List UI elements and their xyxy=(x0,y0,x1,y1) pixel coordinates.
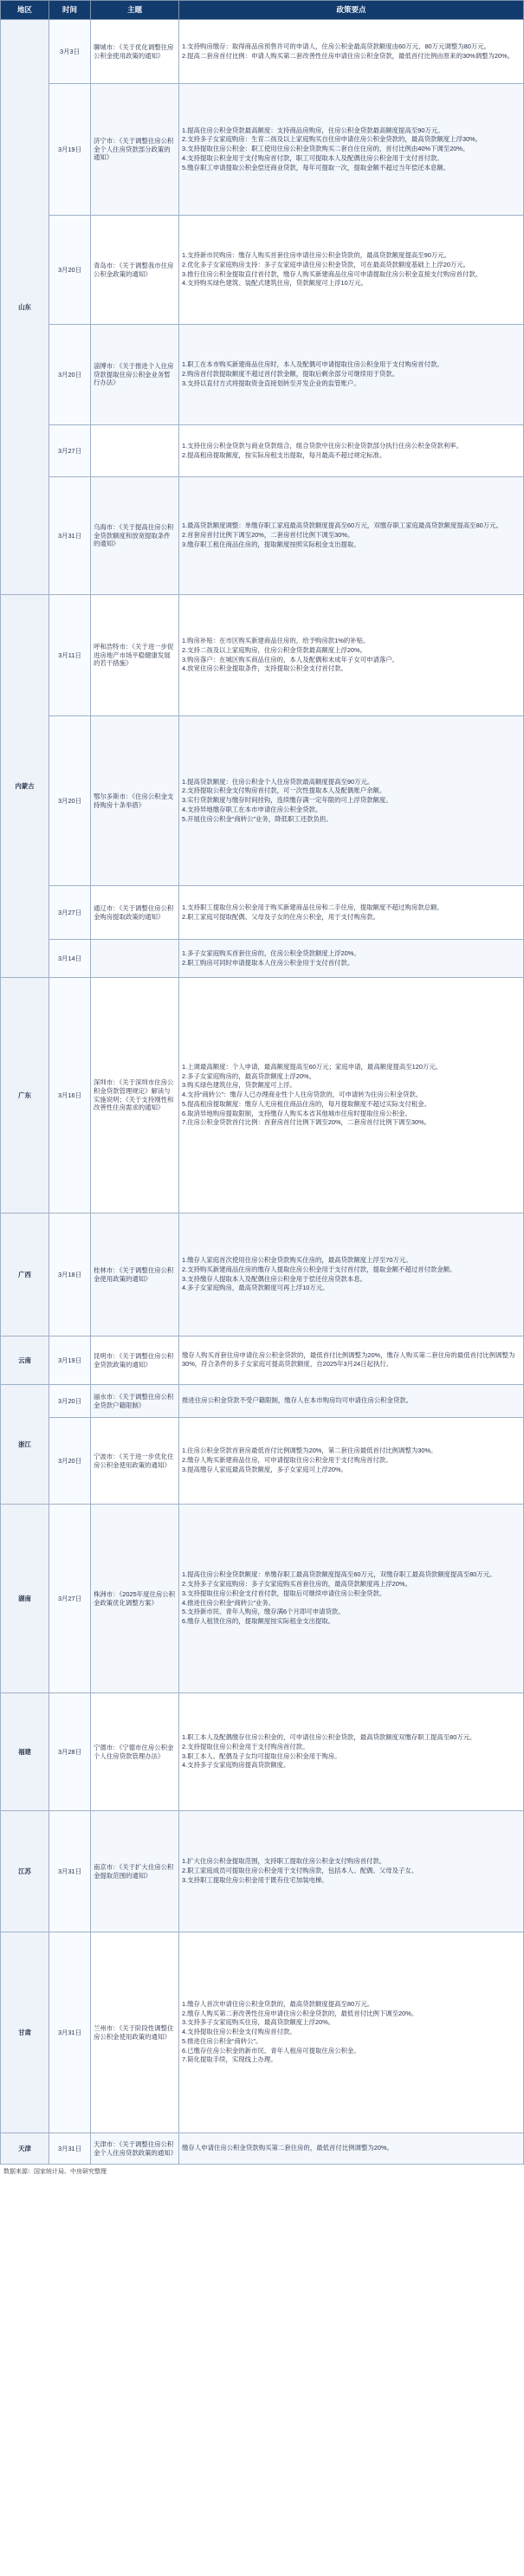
policy-point: 4.支持多子女家庭购房提高贷款额度。 xyxy=(182,1761,290,1770)
table-row xyxy=(1,886,524,940)
subject-cell: 呼和浩特市：《关于进一步促进房地产市场平稳健康发展的若干措施》 xyxy=(91,595,179,716)
policy-point: 2.支持多子女家庭购房：多子女家庭购买首套住房的，最高贷款额度再上浮20%。 xyxy=(182,1579,411,1588)
policy-cell xyxy=(179,978,524,1214)
time-cell: 3月16日 xyxy=(49,978,91,1214)
policy-point: 5.支持新市民、青年人购房，缴存满6个月即可申请贷款。 xyxy=(182,1608,345,1616)
policy-point: 1.支持购房缴存：取得商品房预售许可的申请人，住房公积金最高贷款额度由60万元、80万元调整为80万元。 xyxy=(182,42,491,50)
header-policy: 政策要点 xyxy=(179,1,524,20)
region-cell: 湖南 xyxy=(1,1505,49,1693)
policy-point: 4.推进住房公积金“商转公”业务。 xyxy=(182,1598,275,1607)
policy-point: 3.支持缴存人提取本人及配偶住房公积金用于偿还住房贷款本息。 xyxy=(182,1274,367,1283)
subject-cell: 昆明市：《关于调整住房公积金贷款政策的通知》 xyxy=(91,1337,179,1385)
policy-point: 1.购房补贴：在市区购买新建商品住房的，给予购房款1%的补贴。 xyxy=(182,636,370,644)
time-cell: 3月31日 xyxy=(49,1811,91,1932)
policy-cell xyxy=(179,477,524,595)
header-time: 时间 xyxy=(49,1,91,20)
policy-cell xyxy=(179,1385,524,1418)
subject-cell: 济宁市：《关于调整住房公积金个人住房贷款部分政策的通知》 xyxy=(91,84,179,216)
policy-cell xyxy=(179,1932,524,2133)
policy-point: 5.推进住房公积金“商转公”。 xyxy=(182,2036,262,2045)
subject-cell: 鄂尔多斯市：《住房公积金支持购房十条举措》 xyxy=(91,716,179,886)
policy-point: 1.缴存人家庭首次使用住房公积金贷款购买住房的，最高贷款额度上浮至70万元。 xyxy=(182,1255,412,1264)
subject-cell: 宁波市：《关于进一步优化住房公积金使用政策的通知》 xyxy=(91,1418,179,1505)
table-row xyxy=(1,1418,524,1505)
subject-cell: 南京市：《关于扩大住房公积金提取范围的通知》 xyxy=(91,1811,179,1932)
time-cell: 3月27日 xyxy=(49,1505,91,1693)
time-cell: 3月18日 xyxy=(49,1214,91,1337)
region-cell: 广东 xyxy=(1,978,49,1214)
subject-cell: 淄博市：《关于推进个人住房贷款提取住房公积金业务暂行办法》 xyxy=(91,325,179,425)
time-cell: 3月27日 xyxy=(49,425,91,477)
policy-point: 1.支持新市民购房：缴存人购买首套住房申请住房公积金贷款的，最高贷款额度提高至90万元。 xyxy=(182,250,451,259)
policy-point: 3.购房落户：在城区购买商品住房的，本人及配偶和未成年子女可申请落户。 xyxy=(182,655,399,663)
policy-cell xyxy=(179,595,524,716)
policy-point: 1.上调最高额度：个人申请，最高额度提高至60万元；家庭申请，最高额度提高至120万元。 xyxy=(182,1062,443,1071)
policy-point: 1.职工在本市购买新建商品住房时，本人及配偶可申请提取住房公积金用于支付购房首付款。 xyxy=(182,360,443,369)
policy-cell xyxy=(179,1693,524,1811)
policy-cell xyxy=(179,1214,524,1337)
policy-point: 2.支持购买新建商品住房的缴存人提取住房公积金用于支付首付款，提取金额不超过首付款金额。 xyxy=(182,1265,456,1273)
table-row xyxy=(1,1505,524,1693)
policy-point: 6.取消异地购房提取限制，支持缴存人购买本省其他城市住房时提取住房公积金。 xyxy=(182,1109,411,1117)
table-row xyxy=(1,84,524,216)
policy-cell xyxy=(179,20,524,84)
policy-point: 1.扩大住房公积金提取范围，支持职工提取住房公积金支付购房首付款。 xyxy=(182,1857,386,1866)
policy-cell xyxy=(179,216,524,325)
policy-cell xyxy=(179,425,524,477)
policy-point: 5.缴存职工申请提取公积金偿还商业贷款，每年可提取一次，提取金额不超过当年偿还本息额。 xyxy=(182,163,450,172)
table-row xyxy=(1,1693,524,1811)
policy-point: 3.职工本人、配偶及子女均可提取住房公积金用于购房。 xyxy=(182,1751,341,1760)
table-row xyxy=(1,978,524,1214)
policy-point: 3.推行住房公积金提取直付首付款，缴存人购买新建商品住房可申请提取住房公积金直接支付购房首付款。 xyxy=(182,269,482,278)
header-subject: 主题 xyxy=(91,1,179,20)
region-cell: 山东 xyxy=(1,20,49,595)
time-cell: 3月20日 xyxy=(49,716,91,886)
region-cell: 广西 xyxy=(1,1214,49,1337)
table-row xyxy=(1,325,524,425)
policy-cell xyxy=(179,716,524,886)
time-cell: 3月28日 xyxy=(49,1693,91,1811)
time-cell: 3月14日 xyxy=(49,940,91,978)
policy-point: 3.支持职工提取住房公积金用于既有住宅加装电梯。 xyxy=(182,1875,328,1884)
table-row xyxy=(1,1337,524,1385)
policy-point: 2.缴存人购买新建商品住房，可申请提取住房公积金用于支付购房首付款。 xyxy=(182,1456,392,1465)
time-cell: 3月20日 xyxy=(49,1418,91,1505)
policy-point: 2.职工购房可同时申请提取本人住房公积金用于支付首付款。 xyxy=(182,958,354,967)
policy-point: 2.提高二套房首付比例：申请人购买第二套改善性住房申请住房公积金贷款，最低首付比例由原来的30%调整为20%。 xyxy=(182,51,514,60)
policy-point: 5.提高租房提取额度：缴存人无房租住商品住房的，每月提取额度不超过实际支付租金。 xyxy=(182,1099,431,1108)
policy-cell xyxy=(179,84,524,216)
subject-cell: 深圳市：《关于深圳市住房公积金贷款管理规定》解读与实施说明；《关于支持刚性和改善性住房需求的通知》 xyxy=(91,978,179,1214)
policy-point: 1.支持住房公积金贷款与商业贷款组合，组合贷款中住房公积金贷款部分执行住房公积金贷款利率。 xyxy=(182,441,463,450)
table-row xyxy=(1,477,524,595)
time-cell: 3月20日 xyxy=(49,216,91,325)
policy-point: 2.优化多子女家庭购房支持：多子女家庭申请住房公积金贷款，可在最高贷款额度基础上上浮20万元。 xyxy=(182,260,470,269)
policy-point: 3.支持以直付方式将提取资金直接划转至开发企业的监管账户。 xyxy=(182,379,360,387)
policy-point: 7.简化提取手续，实现线上办理。 xyxy=(182,2055,277,2064)
table-body xyxy=(1,20,524,2165)
region-cell: 云南 xyxy=(1,1337,49,1385)
subject-cell: 宁德市：《宁德市住房公积金个人住房贷款管理办法》 xyxy=(91,1693,179,1811)
subject-cell xyxy=(91,940,179,978)
policy-cell xyxy=(179,1418,524,1505)
policy-point: 1.提高住房公积金贷款额度：单缴存职工最高贷款额度提高至60万元，双缴存职工最高贷款额度提高至80万元。 xyxy=(182,1570,496,1579)
policy-point: 4.多子女家庭购房，最高贷款额度可再上浮10万元。 xyxy=(182,1284,329,1292)
policy-point: 缴存人购买首套住房申请住房公积金贷款的，最低首付比例调整为20%，缴存人购买第二套住房的最低首付比例调整为30%，符合条件的多子女家庭可提高贷款额度，自2025年3月24日起执行。 xyxy=(182,1351,515,1368)
table-row xyxy=(1,940,524,978)
time-cell: 3月19日 xyxy=(49,1337,91,1385)
table-row xyxy=(1,425,524,477)
region-cell: 甘肃 xyxy=(1,1932,49,2133)
subject-cell xyxy=(91,425,179,477)
table-row xyxy=(1,20,524,84)
time-cell: 3月20日 xyxy=(49,1385,91,1418)
time-cell: 3月3日 xyxy=(49,20,91,84)
subject-cell: 乌海市：《关于提高住房公积金贷款额度和放宽提取条件的通知》 xyxy=(91,477,179,595)
table-row xyxy=(1,2133,524,2165)
policy-point: 2.职工家庭成员可提取住房公积金用于支付购房款，包括本人、配偶、父母及子女。 xyxy=(182,1867,418,1875)
policy-point: 2.支持二孩及以上家庭购房，住房公积金贷款最高额度上浮20%。 xyxy=(182,645,367,654)
source-note: 数据来源：国家统计局、中房研究整理 xyxy=(3,2169,107,2175)
time-cell: 3月11日 xyxy=(49,595,91,716)
region-cell: 福建 xyxy=(1,1693,49,1811)
time-cell: 3月27日 xyxy=(49,886,91,940)
table-row xyxy=(1,216,524,325)
policy-point: 3.支持提取住房公积金支付首付款，提取后可继续申请住房公积金贷款。 xyxy=(182,1589,386,1597)
time-cell: 3月31日 xyxy=(49,2133,91,2165)
policy-cell xyxy=(179,325,524,425)
time-cell: 3月19日 xyxy=(49,84,91,216)
policy-point: 4.支持“商转公”：缴存人已办理商业性个人住房贷款的，可申请转为住房公积金贷款。 xyxy=(182,1091,423,1099)
policy-point: 1.缴存人首次申请住房公积金贷款的，最高贷款额度提高至80万元。 xyxy=(182,1999,374,2008)
policy-point: 3.缴存职工租住商品住房的，提取额度按照实际租金支出提取。 xyxy=(182,540,360,548)
policy-point: 4.支持提取公积金用于支付购房首付款，职工可提取本人及配偶住房公积金用于支付首付款。 xyxy=(182,153,443,162)
policy-point: 1.多子女家庭购买首套住房的，住房公积金贷款额度上浮20%。 xyxy=(182,948,360,957)
policy-point: 2.多子女家庭购房的，最高贷款额度上浮20%。 xyxy=(182,1071,315,1080)
policy-point: 1.支持职工提取住房公积金用于购买新建商品住房和二手住房，提取额度不超过购房款总额。 xyxy=(182,903,443,911)
subject-cell: 天津市：《关于调整住房公积金个人住房贷款政策的通知》 xyxy=(91,2133,179,2165)
policy-point: 4.支持购买绿色建筑、装配式建筑住房，贷款额度可上浮10万元。 xyxy=(182,279,367,288)
policy-point: 3.实行贷款额度与缴存时间挂钩，连续缴存满一定年限的可上浮贷款额度。 xyxy=(182,796,392,805)
policy-point: 3.支持多子女家庭购买住房，最高贷款额度上浮20%。 xyxy=(182,2018,335,2027)
region-cell: 内蒙古 xyxy=(1,595,49,978)
policy-cell xyxy=(179,2133,524,2165)
policy-point: 3.提高缴存人家庭最高贷款额度，多子女家庭可上浮20%。 xyxy=(182,1465,347,1473)
table-row xyxy=(1,595,524,716)
policy-point: 2.首套房首付比例下调至20%，二套房首付比例下调至30%。 xyxy=(182,531,354,540)
table-row xyxy=(1,716,524,886)
policy-point: 1.住房公积金贷款首套房最低首付比例调整为20%，第二套住房最低首付比例调整为30%。 xyxy=(182,1447,437,1455)
policy-point: 2.缴存人购买第二套改善性住房申请住房公积金贷款的，最低首付比例下调至20%。 xyxy=(182,2009,418,2017)
time-cell: 3月31日 xyxy=(49,477,91,595)
policy-point: 2.支持提取住房公积金用于支付购房首付款。 xyxy=(182,1742,309,1751)
policy-cell xyxy=(179,1811,524,1932)
policy-point: 4.放宽住房公积金提取条件，支持提取公积金支付首付款。 xyxy=(182,664,347,673)
policy-point: 1.提高贷款额度：住房公积金个人住房贷款最高额度提高至90万元。 xyxy=(182,777,374,786)
policy-point: 2.支持提取公积金支付购房首付款，可一次性提取本人及配偶账户余额。 xyxy=(182,786,386,795)
table-row xyxy=(1,1214,524,1337)
policy-point: 7.住房公积金贷款首付比例：首套房首付比例下调至20%，二套房首付比例下调至30%。 xyxy=(182,1118,431,1127)
time-cell: 3月31日 xyxy=(49,1932,91,2133)
policy-point: 推进住房公积金贷款不受户籍限制，缴存人在本市购房均可申请住房公积金贷款。 xyxy=(182,1396,413,1405)
table-row xyxy=(1,1932,524,2133)
policy-point: 6.缴存人租赁住房的，提取额度按实际租金支出提取。 xyxy=(182,1617,335,1626)
subject-cell: 兰州市：《关于阶段性调整住房公积金使用政策的通知》 xyxy=(91,1932,179,2133)
table-header-row xyxy=(1,1,524,20)
table-row xyxy=(1,1811,524,1932)
subject-cell: 桂林市：《关于调整住房公积金使用政策的通知》 xyxy=(91,1214,179,1337)
policy-point: 2.支持多子女家庭购房：生育二孩及以上家庭购买自住房申请住房公积金贷款的，最高贷款额度上浮30%。 xyxy=(182,135,482,144)
table-row xyxy=(1,1385,524,1418)
policy-point: 5.开展住房公积金“商转公”业务，降低职工还款负担。 xyxy=(182,814,333,823)
region-cell: 天津 xyxy=(1,2133,49,2165)
policy-cell xyxy=(179,940,524,978)
policy-point: 1.最高贷款额度调整：单缴存职工家庭最高贷款额度提高至60万元，双缴存职工家庭最高贷款额度提高至80万元。 xyxy=(182,521,502,530)
header-region: 地区 xyxy=(1,1,49,20)
subject-cell: 聊城市：《关于优化调整住房公积金使用政策的通知》 xyxy=(91,20,179,84)
subject-cell: 青岛市：《关于调整我市住房公积金政策的通知》 xyxy=(91,216,179,325)
policy-point: 3.支持提取住房公积金：职工使用住房公积金贷款购买二套自住住房的，首付比例由40%下调至20%。 xyxy=(182,145,469,153)
policy-point: 2.购房首付款提取额度不超过首付款金额，提取后剩余部分可继续用于贷款。 xyxy=(182,370,399,379)
policy-point: 4.支持提取住房公积金支付购房首付款。 xyxy=(182,2028,296,2036)
policy-point: 3.购买绿色建筑住房，贷款额度可上浮。 xyxy=(182,1081,296,1090)
policy-cell xyxy=(179,886,524,940)
policy-point: 6.已缴存住房公积金的新市民、青年人租房可提取住房公积金。 xyxy=(182,2046,360,2055)
policy-point: 2.职工家庭可提取配偶、父母及子女的住房公积金，用于支付购房款。 xyxy=(182,912,379,921)
policy-cell xyxy=(179,1505,524,1693)
region-cell: 江苏 xyxy=(1,1811,49,1932)
policy-point: 缴存人申请住房公积金贷款购买第二套住房的，最低首付比例调整为20%。 xyxy=(182,2144,393,2152)
region-cell: 浙江 xyxy=(1,1385,49,1505)
subject-cell: 通辽市：《关于调整住房公积金购房提取政策的通知》 xyxy=(91,886,179,940)
policy-point: 2.提高租房提取额度，按实际房租支出提取，每月最高不超过规定标准。 xyxy=(182,450,386,459)
policy-point: 1.职工本人及配偶缴存住房公积金的，可申请住房公积金贷款，最高贷款额度双缴存职工提高至80万元。 xyxy=(182,1732,476,1741)
policy-cell xyxy=(179,1337,524,1385)
policy-point: 1.提高住房公积金贷款最高额度：支持商品房购房，住房公积金贷款最高额度提高至90万元。 xyxy=(182,126,444,134)
subject-cell: 株洲市：《2025年度住房公积金政策优化调整方案》 xyxy=(91,1505,179,1693)
subject-cell: 丽水市：《关于调整住房公积金贷款户籍限制》 xyxy=(91,1385,179,1418)
time-cell: 3月20日 xyxy=(49,325,91,425)
policy-point: 4.支持异地缴存职工在本市申请住房公积金贷款。 xyxy=(182,805,322,813)
